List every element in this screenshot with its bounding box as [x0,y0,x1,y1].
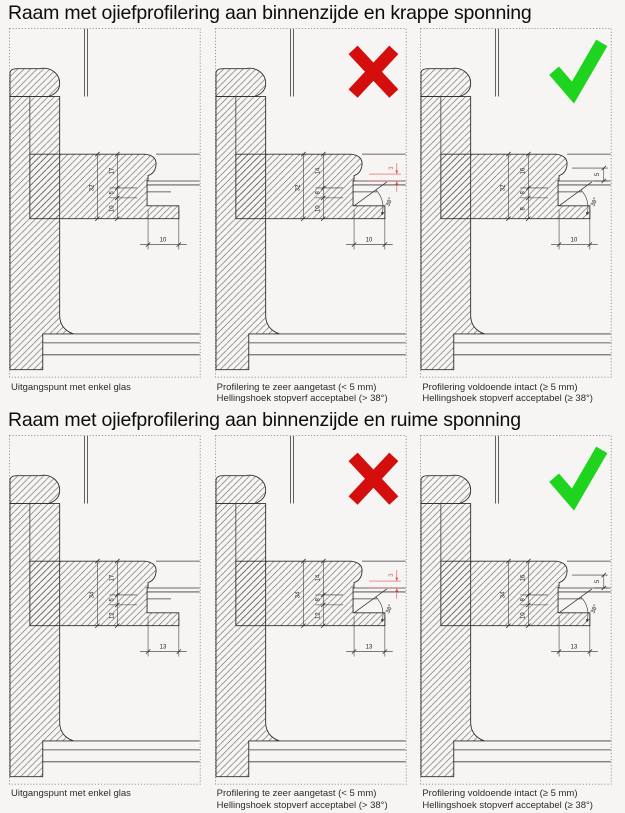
caption-line-2: Hellingshoek stopverf acceptabel (> 38°) [216,393,388,405]
dim-chain-1: 14 [314,574,321,582]
diagram-panel [419,434,618,812]
defect-dimension-red [369,163,401,192]
dim-defect: 3 [388,166,395,170]
dim-total: 34 [89,591,96,599]
dim-rebate-width: 10 [570,237,578,244]
check-icon [554,450,602,500]
diagram-panel [8,27,207,405]
dim-chain-2: 8 [520,191,527,195]
section-title: Raam met ojiefprofilering aan binnenzijde en ruime sponning [8,408,521,431]
dim-total: 32 [500,184,507,192]
upper-glass-pane-lines [496,436,499,504]
caption-line-1: Profilering voldoende intact (≥ 5 mm) [422,381,578,393]
wood-section-hatched [421,475,590,776]
caption-line-2: Hellingshoek stopverf acceptabel (> 38°) [216,800,388,812]
dim-rebate-width: 13 [570,644,578,651]
caption-line-1: Uitgangspunt met enkel glas [11,788,131,800]
panel-caption [422,382,616,405]
window-frame-cross-section-drawing [214,434,413,787]
dim-angle: 38° [384,197,395,208]
dim-defect: 3 [388,573,395,577]
caption-line-1: Uitgangspunt met enkel glas [11,381,131,393]
dim-angle: 38° [590,197,600,208]
dim-chain-1: 14 [314,167,321,175]
panel-row [8,434,618,812]
dim-intact: 5 [595,172,602,177]
dim-chain-1: 17 [109,167,116,175]
diagram-panel [419,27,618,405]
window-frame-cross-section-drawing [8,27,207,380]
cross-icon [353,457,394,501]
window-frame-cross-section-drawing [8,434,207,787]
caption-line-1: Profilering te zeer aangetast (< 5 mm) [216,381,377,393]
wood-section-hatched [10,68,179,369]
diagram-panel [8,434,207,812]
dim-intact: 5 [595,579,602,583]
wood-section-hatched [10,475,179,776]
cross-icon [353,50,394,94]
dim-total: 34 [500,591,507,599]
upper-glass-pane-lines [290,29,293,97]
wood-section-hatched [421,68,590,369]
panel-row [8,27,618,405]
dim-total: 34 [295,591,302,599]
section-title: Raam met ojiefprofilering aan binnenzijde en krappe sponning [8,2,532,24]
panel-caption [217,382,411,405]
dim-total: 32 [89,184,96,192]
dim-angle: 38° [384,603,395,615]
dim-total: 32 [295,184,302,192]
dim-chain-3: 8 [520,207,527,211]
intact-dimension [572,166,608,183]
wood-section-hatched [216,475,385,776]
caption-line-1: Profilering te zeer aangetast (< 5 mm) [216,788,377,800]
panel-caption [11,382,205,405]
dim-rebate-width: 10 [159,237,167,244]
upper-glass-pane-lines [84,436,87,504]
intact-dimension [572,573,608,590]
window-frame-cross-section-drawing [419,27,618,380]
diagram-panel [214,27,413,405]
upper-glass-pane-lines [290,436,293,504]
dim-rebate-width: 13 [365,644,372,651]
dim-chain-2: 8 [520,598,527,602]
dim-chain-2: 8 [314,598,321,602]
wood-section-hatched [216,68,385,369]
section-ruime-sponning [0,409,625,812]
dim-chain-2: 5 [109,191,116,195]
diagram-panel [214,434,413,812]
section-krappe-sponning [0,2,625,405]
dim-chain-2: 8 [314,191,321,195]
caption-line-2: Hellingshoek stopverf acceptabel (≥ 38°) [422,800,593,812]
dim-chain-3: 10 [314,205,321,213]
panel-caption [422,788,616,811]
caption-line-1: Profilering voldoende intact (≥ 5 mm) [422,788,578,800]
dim-rebate-width: 13 [159,644,167,651]
window-frame-cross-section-drawing [419,434,618,787]
panel-caption [11,788,205,811]
panel-caption [217,788,411,811]
dim-chain-1: 16 [520,167,527,175]
dim-chain-2: 5 [109,598,116,602]
dim-chain-1: 16 [520,574,527,582]
window-frame-cross-section-drawing [214,27,413,380]
check-icon [554,43,602,93]
dim-rebate-width: 10 [365,237,372,244]
caption-line-2: Hellingshoek stopverf acceptabel (≥ 38°) [422,393,593,405]
dim-chain-1: 17 [109,574,116,582]
upper-glass-pane-lines [84,29,87,97]
dim-chain-3: 10 [109,205,116,213]
upper-glass-pane-lines [496,29,499,97]
dim-angle: 38° [590,603,600,615]
dim-chain-3: 10 [520,612,527,619]
dim-chain-3: 12 [314,612,321,619]
dim-chain-3: 12 [109,612,116,619]
defect-dimension-red [369,570,401,599]
